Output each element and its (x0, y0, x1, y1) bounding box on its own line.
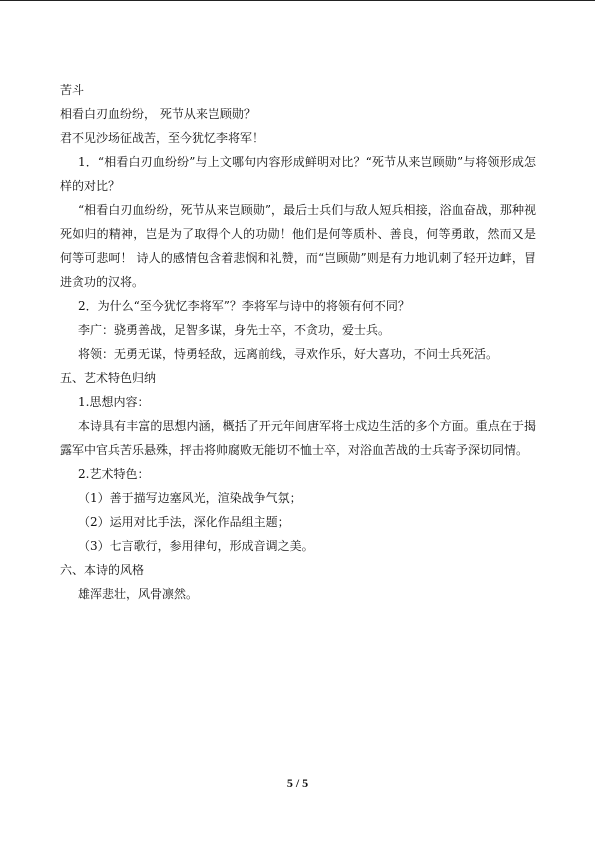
thought-content-text: 本诗具有丰富的思想内涵，概括了开元年间唐军将士戍边生活的多个方面。重点在于揭露军中官兵苦乐悬殊，抨击将帅腐败无能切不恤士卒，对浴血苦战的士兵寄予深切同情。 (60, 419, 536, 457)
answer-2-general: 将领：无勇无谋，恃勇轻敌，远离前线，寻欢作乐，好大喜功，不问士兵死活。 (78, 347, 499, 361)
poem-line-2: 君不见沙场征战苦，至今犹忆李将军！ (60, 131, 265, 145)
style-text: 雄浑悲壮，风骨凛然。 (78, 587, 199, 601)
page-number: 5 / 5 (286, 776, 309, 790)
question-2: 2．为什么“至今犹忆李将军”？李将军与诗中的将领有何不同？ (78, 299, 410, 313)
answer-2-li-guang: 李广：骁勇善战，足智多谋，身先士卒，不贪功，爱士兵。 (78, 323, 391, 337)
art-feature-item-1: （1）善于描写边塞风光，渲染战争气氛； (78, 491, 302, 505)
question-1: 1．“相看白刃血纷纷”与上文哪句内容形成鲜明对比？“死节从来岂顾勋”与将领形成怎样的对比？ (60, 155, 536, 193)
poem-line-1: 相看白刃血纷纷， 死节从来岂顾勋？ (60, 107, 256, 121)
heading-section-6: 六、本诗的风格 (60, 563, 145, 577)
subheading-art-features: 2.艺术特色： (78, 467, 150, 481)
art-feature-item-3: （3）七言歌行，参用律句，形成音调之美。 (78, 539, 314, 553)
header-rule (0, 0, 595, 1)
document-body (60, 78, 536, 606)
art-feature-item-2: （2）运用对比手法，深化作品组主题； (78, 515, 290, 529)
answer-1: “相看白刃血纷纷，死节从来岂顾勋”，最后士兵们与敌人短兵相接，浴血奋战，那种视死如归的精神，岂是为了取得个人的功勋！他们是何等质朴、善良，何等勇敢，然而又是何等可悲呵！ 诗人的感情包含着悲悯和礼赞，而“岂顾勋”则是有力地讥刺了轻开边衅，冒进贪功的汉将。 (60, 203, 536, 289)
subheading-thought-content: 1.思想内容： (78, 395, 150, 409)
section-title: 苦斗 (60, 83, 85, 97)
heading-section-5: 五、艺术特色归纳 (60, 371, 157, 385)
